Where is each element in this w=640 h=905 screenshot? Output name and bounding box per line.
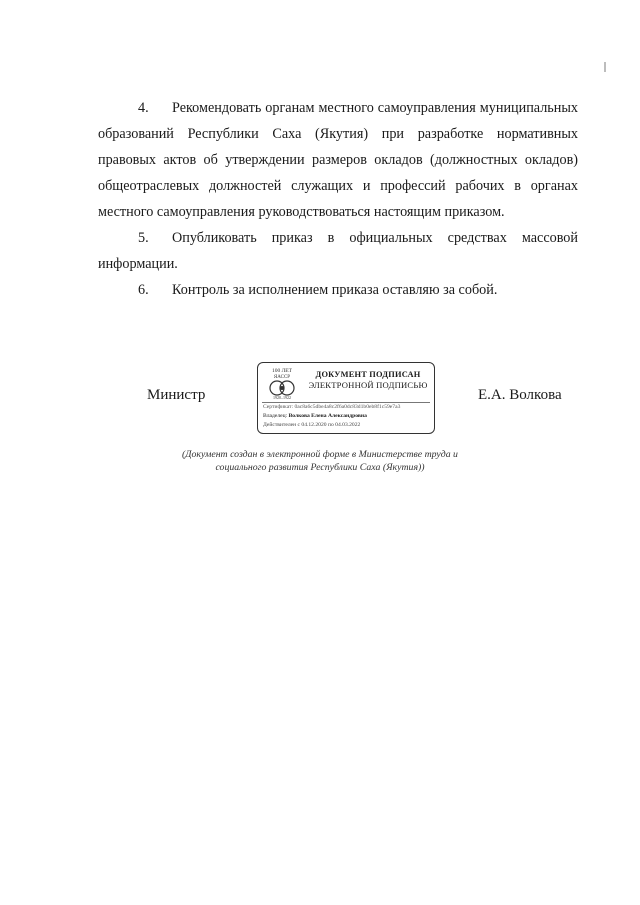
- certificate-label: Сертификат:: [263, 404, 294, 410]
- stamp-certificate: [263, 404, 431, 411]
- footer-note-line1: (Документ создан в электронной форме в Министерстве труда и: [182, 449, 458, 460]
- stamp-title-line1: ДОКУМЕНТ ПОДПИСАН: [315, 370, 421, 379]
- footer-note-line2: социального развития Республики Саха (Якутия)): [215, 462, 425, 473]
- stamp-validity: Действителен с 04.12.2020 по 04.03.2022: [263, 422, 361, 428]
- paragraph-4: [98, 95, 578, 225]
- paragraph-number: 4.: [138, 100, 149, 116]
- anniversary-logo-icon: [264, 366, 300, 400]
- footer-note: [0, 448, 640, 474]
- signer-position: Министр: [147, 387, 206, 403]
- electronic-signature-stamp: [257, 362, 435, 434]
- stamp-owner: [263, 413, 431, 420]
- paragraph-text: Контроль за исполнением приказа оставляю за собой.: [172, 282, 498, 298]
- paragraph-number: 5.: [138, 230, 149, 246]
- stamp-title-line2: ЭЛЕКТРОННОЙ ПОДПИСЬЮ: [308, 380, 428, 390]
- order-body: [98, 95, 578, 303]
- paragraph-text: Опубликовать приказ в официальных средствах массовой информации.: [98, 230, 578, 272]
- logo-text-top: 100 ЛЕТ: [271, 368, 293, 374]
- owner-label: Владелец:: [263, 413, 288, 419]
- logo-text-bottom: 1920–1922: [273, 395, 291, 400]
- paragraph-5: [98, 225, 578, 277]
- owner-value: Волкова Елена Александровна: [288, 413, 367, 419]
- signer-name: Е.А. Волкова: [478, 387, 562, 403]
- paragraph-number: 6.: [138, 282, 149, 298]
- certificate-value: 0ac8a6c5dbe4a8c2f6a0dc83d1b0eb8f1c59e7a3: [294, 404, 401, 410]
- scan-artifact: [604, 62, 606, 72]
- stamp-title: [304, 370, 432, 390]
- stamp-divider: [262, 402, 430, 403]
- paragraph-6: [98, 277, 578, 303]
- signature-block: [0, 357, 640, 437]
- logo-text-mid: ЯАССР: [273, 375, 291, 380]
- paragraph-text: Рекомендовать органам местного самоуправления муниципальных образований Республики Саха (Якутия) при разработке нормативных правовых актов об утверждении размеров окладов (должностных окладов) общеотраслевых должностей служащих и профессий рабочих в органах местного самоуправления руководствоваться настоящим приказом.: [98, 100, 578, 220]
